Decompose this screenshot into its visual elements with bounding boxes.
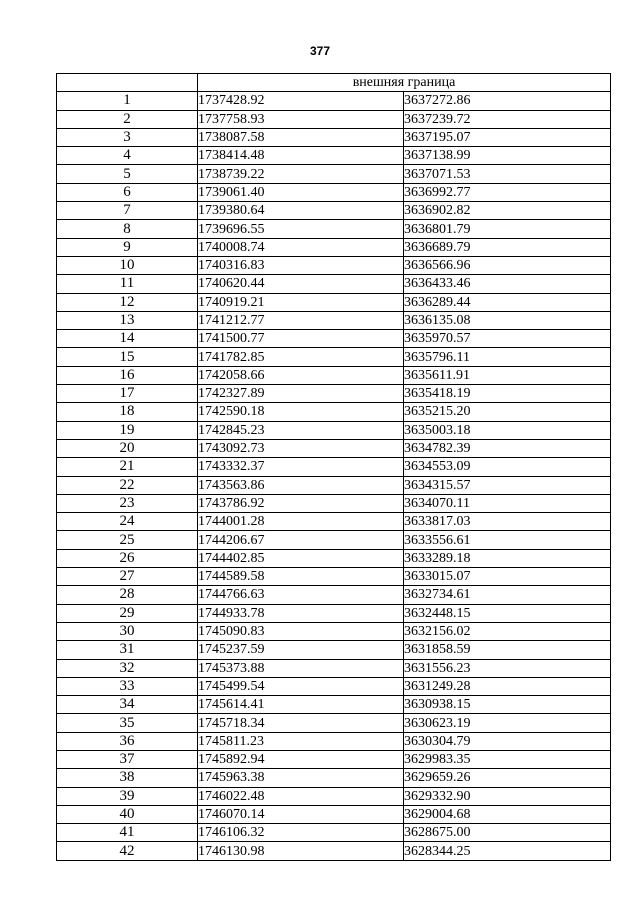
x-coordinate-cell: 1746022.48 xyxy=(198,787,404,805)
header-outer-boundary: внешняя граница xyxy=(198,74,611,92)
table-row xyxy=(57,348,611,366)
table-row xyxy=(57,330,611,348)
table-row xyxy=(57,677,611,695)
table-row xyxy=(57,769,611,787)
x-coordinate-cell: 1737758.93 xyxy=(198,110,404,128)
point-number-cell: 31 xyxy=(57,641,198,659)
table-body xyxy=(57,92,611,860)
x-coordinate-cell: 1745237.59 xyxy=(198,641,404,659)
x-coordinate-cell: 1740620.44 xyxy=(198,275,404,293)
point-number-cell: 41 xyxy=(57,824,198,842)
y-coordinate-cell: 3636801.79 xyxy=(404,220,611,238)
point-number-cell: 39 xyxy=(57,787,198,805)
x-coordinate-cell: 1741500.77 xyxy=(198,330,404,348)
table-row xyxy=(57,183,611,201)
table-row xyxy=(57,92,611,110)
point-number-cell: 18 xyxy=(57,403,198,421)
table-row xyxy=(57,714,611,732)
point-number-cell: 19 xyxy=(57,421,198,439)
table-row xyxy=(57,110,611,128)
table-header xyxy=(57,74,611,92)
x-coordinate-cell: 1745373.88 xyxy=(198,659,404,677)
table-header-row xyxy=(57,74,611,92)
y-coordinate-cell: 3636902.82 xyxy=(404,202,611,220)
x-coordinate-cell: 1746106.32 xyxy=(198,824,404,842)
point-number-cell: 29 xyxy=(57,604,198,622)
table-row xyxy=(57,787,611,805)
table-row xyxy=(57,750,611,768)
y-coordinate-cell: 3635611.91 xyxy=(404,366,611,384)
page-number: 377 xyxy=(309,44,331,58)
y-coordinate-cell: 3636433.46 xyxy=(404,275,611,293)
point-number-cell: 24 xyxy=(57,513,198,531)
point-number-cell: 5 xyxy=(57,165,198,183)
table-row xyxy=(57,641,611,659)
y-coordinate-cell: 3633015.07 xyxy=(404,568,611,586)
table-row xyxy=(57,842,611,860)
table-row xyxy=(57,824,611,842)
x-coordinate-cell: 1742590.18 xyxy=(198,403,404,421)
y-coordinate-cell: 3632734.61 xyxy=(404,586,611,604)
x-coordinate-cell: 1744206.67 xyxy=(198,531,404,549)
x-coordinate-cell: 1744589.58 xyxy=(198,568,404,586)
point-number-cell: 25 xyxy=(57,531,198,549)
table-row xyxy=(57,805,611,823)
y-coordinate-cell: 3636566.96 xyxy=(404,256,611,274)
point-number-cell: 17 xyxy=(57,385,198,403)
header-point-number xyxy=(57,74,198,92)
y-coordinate-cell: 3635418.19 xyxy=(404,385,611,403)
table-row xyxy=(57,238,611,256)
point-number-cell: 38 xyxy=(57,769,198,787)
y-coordinate-cell: 3630938.15 xyxy=(404,696,611,714)
x-coordinate-cell: 1740316.83 xyxy=(198,256,404,274)
y-coordinate-cell: 3633817.03 xyxy=(404,513,611,531)
y-coordinate-cell: 3636135.08 xyxy=(404,311,611,329)
point-number-cell: 37 xyxy=(57,750,198,768)
y-coordinate-cell: 3629004.68 xyxy=(404,805,611,823)
table-row xyxy=(57,202,611,220)
y-coordinate-cell: 3635796.11 xyxy=(404,348,611,366)
x-coordinate-cell: 1742327.89 xyxy=(198,385,404,403)
x-coordinate-cell: 1745892.94 xyxy=(198,750,404,768)
table-row xyxy=(57,531,611,549)
table-row xyxy=(57,275,611,293)
x-coordinate-cell: 1743332.37 xyxy=(198,458,404,476)
table-row xyxy=(57,256,611,274)
x-coordinate-cell: 1738087.58 xyxy=(198,128,404,146)
point-number-cell: 1 xyxy=(57,92,198,110)
table-row xyxy=(57,366,611,384)
point-number-cell: 40 xyxy=(57,805,198,823)
y-coordinate-cell: 3637138.99 xyxy=(404,147,611,165)
x-coordinate-cell: 1745718.34 xyxy=(198,714,404,732)
x-coordinate-cell: 1744933.78 xyxy=(198,604,404,622)
point-number-cell: 26 xyxy=(57,549,198,567)
point-number-cell: 42 xyxy=(57,842,198,860)
x-coordinate-cell: 1738739.22 xyxy=(198,165,404,183)
y-coordinate-cell: 3632156.02 xyxy=(404,622,611,640)
point-number-cell: 12 xyxy=(57,293,198,311)
y-coordinate-cell: 3631556.23 xyxy=(404,659,611,677)
point-number-cell: 30 xyxy=(57,622,198,640)
point-number-cell: 34 xyxy=(57,696,198,714)
table-row xyxy=(57,476,611,494)
y-coordinate-cell: 3631858.59 xyxy=(404,641,611,659)
x-coordinate-cell: 1738414.48 xyxy=(198,147,404,165)
y-coordinate-cell: 3629983.35 xyxy=(404,750,611,768)
table-row xyxy=(57,586,611,604)
x-coordinate-cell: 1744001.28 xyxy=(198,513,404,531)
point-number-cell: 6 xyxy=(57,183,198,201)
table-row xyxy=(57,458,611,476)
point-number-cell: 21 xyxy=(57,458,198,476)
y-coordinate-cell: 3637272.86 xyxy=(404,92,611,110)
x-coordinate-cell: 1740008.74 xyxy=(198,238,404,256)
point-number-cell: 13 xyxy=(57,311,198,329)
table-row xyxy=(57,622,611,640)
table-row xyxy=(57,494,611,512)
x-coordinate-cell: 1745090.83 xyxy=(198,622,404,640)
table-row xyxy=(57,403,611,421)
point-number-cell: 15 xyxy=(57,348,198,366)
point-number-cell: 20 xyxy=(57,439,198,457)
y-coordinate-cell: 3637239.72 xyxy=(404,110,611,128)
y-coordinate-cell: 3632448.15 xyxy=(404,604,611,622)
y-coordinate-cell: 3634782.39 xyxy=(404,439,611,457)
point-number-cell: 4 xyxy=(57,147,198,165)
x-coordinate-cell: 1739061.40 xyxy=(198,183,404,201)
table-row xyxy=(57,128,611,146)
table-row xyxy=(57,293,611,311)
x-coordinate-cell: 1745811.23 xyxy=(198,732,404,750)
table-row xyxy=(57,513,611,531)
point-number-cell: 36 xyxy=(57,732,198,750)
y-coordinate-cell: 3634315.57 xyxy=(404,476,611,494)
y-coordinate-cell: 3628344.25 xyxy=(404,842,611,860)
x-coordinate-cell: 1742845.23 xyxy=(198,421,404,439)
x-coordinate-cell: 1746070.14 xyxy=(198,805,404,823)
x-coordinate-cell: 1741212.77 xyxy=(198,311,404,329)
x-coordinate-cell: 1745499.54 xyxy=(198,677,404,695)
point-number-cell: 33 xyxy=(57,677,198,695)
y-coordinate-cell: 3629332.90 xyxy=(404,787,611,805)
point-number-cell: 27 xyxy=(57,568,198,586)
y-coordinate-cell: 3636689.79 xyxy=(404,238,611,256)
x-coordinate-cell: 1741782.85 xyxy=(198,348,404,366)
y-coordinate-cell: 3633289.18 xyxy=(404,549,611,567)
x-coordinate-cell: 1739696.55 xyxy=(198,220,404,238)
table-row xyxy=(57,311,611,329)
y-coordinate-cell: 3637195.07 xyxy=(404,128,611,146)
y-coordinate-cell: 3629659.26 xyxy=(404,769,611,787)
y-coordinate-cell: 3634553.09 xyxy=(404,458,611,476)
point-number-cell: 16 xyxy=(57,366,198,384)
point-number-cell: 35 xyxy=(57,714,198,732)
table-row xyxy=(57,147,611,165)
x-coordinate-cell: 1743092.73 xyxy=(198,439,404,457)
point-number-cell: 11 xyxy=(57,275,198,293)
table-row xyxy=(57,732,611,750)
y-coordinate-cell: 3634070.11 xyxy=(404,494,611,512)
y-coordinate-cell: 3635215.20 xyxy=(404,403,611,421)
y-coordinate-cell: 3630623.19 xyxy=(404,714,611,732)
x-coordinate-cell: 1742058.66 xyxy=(198,366,404,384)
y-coordinate-cell: 3635003.18 xyxy=(404,421,611,439)
x-coordinate-cell: 1745963.38 xyxy=(198,769,404,787)
point-number-cell: 2 xyxy=(57,110,198,128)
y-coordinate-cell: 3636992.77 xyxy=(404,183,611,201)
point-number-cell: 3 xyxy=(57,128,198,146)
coordinates-table xyxy=(56,73,611,861)
table-row xyxy=(57,385,611,403)
y-coordinate-cell: 3637071.53 xyxy=(404,165,611,183)
x-coordinate-cell: 1744766.63 xyxy=(198,586,404,604)
table-row xyxy=(57,568,611,586)
table-row xyxy=(57,165,611,183)
table-row xyxy=(57,549,611,567)
x-coordinate-cell: 1740919.21 xyxy=(198,293,404,311)
point-number-cell: 8 xyxy=(57,220,198,238)
point-number-cell: 9 xyxy=(57,238,198,256)
y-coordinate-cell: 3631249.28 xyxy=(404,677,611,695)
x-coordinate-cell: 1746130.98 xyxy=(198,842,404,860)
x-coordinate-cell: 1744402.85 xyxy=(198,549,404,567)
y-coordinate-cell: 3635970.57 xyxy=(404,330,611,348)
table-row xyxy=(57,220,611,238)
point-number-cell: 28 xyxy=(57,586,198,604)
table-row xyxy=(57,659,611,677)
point-number-cell: 10 xyxy=(57,256,198,274)
x-coordinate-cell: 1743563.86 xyxy=(198,476,404,494)
table-row xyxy=(57,696,611,714)
table-row xyxy=(57,439,611,457)
table-row xyxy=(57,604,611,622)
point-number-cell: 23 xyxy=(57,494,198,512)
point-number-cell: 14 xyxy=(57,330,198,348)
y-coordinate-cell: 3633556.61 xyxy=(404,531,611,549)
y-coordinate-cell: 3630304.79 xyxy=(404,732,611,750)
point-number-cell: 32 xyxy=(57,659,198,677)
x-coordinate-cell: 1737428.92 xyxy=(198,92,404,110)
point-number-cell: 22 xyxy=(57,476,198,494)
table-row xyxy=(57,421,611,439)
y-coordinate-cell: 3628675.00 xyxy=(404,824,611,842)
x-coordinate-cell: 1739380.64 xyxy=(198,202,404,220)
x-coordinate-cell: 1745614.41 xyxy=(198,696,404,714)
x-coordinate-cell: 1743786.92 xyxy=(198,494,404,512)
point-number-cell: 7 xyxy=(57,202,198,220)
y-coordinate-cell: 3636289.44 xyxy=(404,293,611,311)
